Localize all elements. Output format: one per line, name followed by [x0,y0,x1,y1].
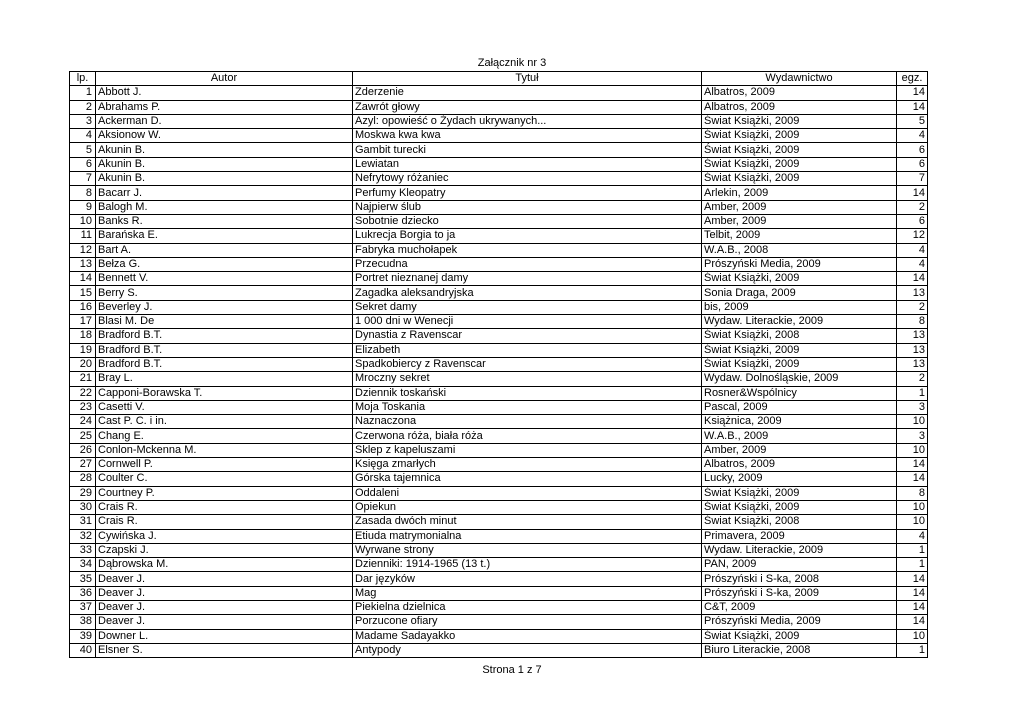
cell-egz: 10 [897,515,928,529]
cell-wydawnictwo: Świat Książki, 2009 [702,143,897,157]
cell-lp: 11 [70,229,96,243]
table-row [70,372,928,386]
cell-autor: Balogh M. [96,200,353,214]
table-row [70,243,928,257]
table-row [70,429,928,443]
table-row [70,315,928,329]
cell-wydawnictwo: Świat Książki, 2008 [702,329,897,343]
cell-autor: Dąbrowska M. [96,558,353,572]
cell-autor: Beverley J. [96,300,353,314]
table-body [70,86,928,658]
cell-egz: 10 [897,415,928,429]
cell-tytul: Naznaczona [353,415,702,429]
cell-tytul: Księga zmarłych [353,458,702,472]
cell-tytul: Sekret damy [353,300,702,314]
cell-egz: 14 [897,586,928,600]
cell-egz: 4 [897,129,928,143]
cell-wydawnictwo: Świat Książki, 2009 [702,129,897,143]
table-row [70,357,928,371]
cell-wydawnictwo: Prószyński i S-ka, 2009 [702,586,897,600]
cell-egz: 2 [897,372,928,386]
cell-egz: 3 [897,429,928,443]
table-row [70,558,928,572]
table-row [70,400,928,414]
cell-egz: 14 [897,572,928,586]
cell-tytul: Sobotnie dziecko [353,214,702,228]
page-footer: Strona 1 z 7 [482,664,542,676]
cell-lp: 2 [70,100,96,114]
cell-egz: 1 [897,386,928,400]
cell-autor: Cast P. C. i in. [96,415,353,429]
cell-lp: 21 [70,372,96,386]
cell-wydawnictwo: Primavera, 2009 [702,529,897,543]
cell-autor: Conlon-Mckenna M. [96,443,353,457]
cell-tytul: Najpierw ślub [353,200,702,214]
cell-egz: 2 [897,200,928,214]
column-header-autor: Autor [96,72,353,86]
cell-autor: Downer L. [96,629,353,643]
table-row [70,343,928,357]
table-row [70,629,928,643]
cell-autor: Bennett V. [96,272,353,286]
cell-wydawnictwo: Amber, 2009 [702,200,897,214]
cell-lp: 28 [70,472,96,486]
cell-lp: 10 [70,214,96,228]
cell-egz: 13 [897,286,928,300]
cell-lp: 16 [70,300,96,314]
cell-tytul: Mag [353,586,702,600]
table-row [70,143,928,157]
cell-egz: 4 [897,529,928,543]
cell-lp: 19 [70,343,96,357]
cell-autor: Bart A. [96,243,353,257]
table-row [70,386,928,400]
table-row [70,443,928,457]
cell-tytul: Zawrót głowy [353,100,702,114]
cell-lp: 33 [70,543,96,557]
table-row [70,543,928,557]
cell-egz: 14 [897,272,928,286]
cell-wydawnictwo: Wydaw. Literackie, 2009 [702,315,897,329]
cell-tytul: Azyl: opowieść o Żydach ukrywanych... [353,114,702,128]
cell-autor: Crais R. [96,500,353,514]
cell-wydawnictwo: Albatros, 2009 [702,100,897,114]
cell-lp: 25 [70,429,96,443]
cell-lp: 15 [70,286,96,300]
table-row [70,472,928,486]
cell-lp: 8 [70,186,96,200]
cell-lp: 26 [70,443,96,457]
cell-egz: 4 [897,243,928,257]
cell-egz: 13 [897,329,928,343]
table-row [70,300,928,314]
cell-egz: 7 [897,172,928,186]
cell-wydawnictwo: Świat Książki, 2009 [702,114,897,128]
cell-autor: Akunin B. [96,157,353,171]
cell-wydawnictwo: Prószyński Media, 2009 [702,615,897,629]
cell-lp: 39 [70,629,96,643]
cell-tytul: Czerwona róża, biała róża [353,429,702,443]
cell-autor: Deaver J. [96,586,353,600]
cell-tytul: Sklep z kapeluszami [353,443,702,457]
cell-wydawnictwo: Świat Książki, 2009 [702,172,897,186]
table-row [70,458,928,472]
table-row [70,615,928,629]
cell-tytul: 1 000 dni w Wenecji [353,315,702,329]
cell-wydawnictwo: Świat Książki, 2009 [702,272,897,286]
cell-autor: Bełza G. [96,257,353,271]
cell-autor: Casetti V. [96,400,353,414]
cell-wydawnictwo: Świat Książki, 2009 [702,157,897,171]
cell-egz: 6 [897,143,928,157]
cell-wydawnictwo: Rosner&Wspólnicy [702,386,897,400]
cell-tytul: Opiekun [353,500,702,514]
cell-wydawnictwo: Prószyński i S-ka, 2008 [702,572,897,586]
cell-egz: 8 [897,486,928,500]
cell-egz: 10 [897,443,928,457]
table-row [70,86,928,100]
table-header-row [70,72,928,86]
cell-tytul: Oddaleni [353,486,702,500]
cell-lp: 18 [70,329,96,343]
cell-egz: 1 [897,558,928,572]
column-header-lp: lp. [70,72,96,86]
table-row [70,186,928,200]
cell-egz: 1 [897,543,928,557]
cell-autor: Coulter C. [96,472,353,486]
cell-autor: Barańska E. [96,229,353,243]
cell-tytul: Dar języków [353,572,702,586]
cell-egz: 6 [897,214,928,228]
cell-wydawnictwo: Świat Książki, 2009 [702,500,897,514]
cell-autor: Capponi-Borawska T. [96,386,353,400]
cell-wydawnictwo: Lucky, 2009 [702,472,897,486]
cell-tytul: Zasada dwóch minut [353,515,702,529]
cell-tytul: Mroczny sekret [353,372,702,386]
cell-tytul: Zagadka aleksandryjska [353,286,702,300]
cell-wydawnictwo: Albatros, 2009 [702,458,897,472]
cell-egz: 4 [897,257,928,271]
cell-autor: Courtney P. [96,486,353,500]
cell-tytul: Lukrecja Borgia to ja [353,229,702,243]
cell-tytul: Porzucone ofiary [353,615,702,629]
cell-egz: 13 [897,343,928,357]
cell-egz: 14 [897,86,928,100]
cell-tytul: Dynastia z Ravenscar [353,329,702,343]
cell-lp: 12 [70,243,96,257]
cell-wydawnictwo: Świat Książki, 2009 [702,343,897,357]
cell-lp: 7 [70,172,96,186]
cell-autor: Deaver J. [96,600,353,614]
cell-lp: 36 [70,586,96,600]
cell-lp: 3 [70,114,96,128]
cell-lp: 23 [70,400,96,414]
cell-tytul: Gambit turecki [353,143,702,157]
cell-tytul: Lewiatan [353,157,702,171]
cell-wydawnictwo: bis, 2009 [702,300,897,314]
cell-lp: 32 [70,529,96,543]
cell-wydawnictwo: Telbit, 2009 [702,229,897,243]
table-row [70,214,928,228]
cell-lp: 5 [70,143,96,157]
cell-wydawnictwo: Arlekin, 2009 [702,186,897,200]
column-header-egz: egz. [897,72,928,86]
cell-tytul: Spadkobiercy z Ravenscar [353,357,702,371]
cell-lp: 31 [70,515,96,529]
cell-wydawnictwo: W.A.B., 2009 [702,429,897,443]
table-row [70,329,928,343]
table-row [70,172,928,186]
cell-autor: Abrahams P. [96,100,353,114]
table-row [70,229,928,243]
cell-autor: Cywińska J. [96,529,353,543]
column-header-tytul: Tytuł [353,72,702,86]
cell-tytul: Wyrwane strony [353,543,702,557]
table-row [70,100,928,114]
cell-lp: 22 [70,386,96,400]
table-row [70,515,928,529]
cell-autor: Elsner S. [96,643,353,657]
cell-autor: Chang E. [96,429,353,443]
table-row [70,157,928,171]
cell-lp: 40 [70,643,96,657]
cell-egz: 3 [897,400,928,414]
cell-autor: Bray L. [96,372,353,386]
table-row [70,586,928,600]
table-row [70,415,928,429]
cell-egz: 14 [897,458,928,472]
cell-egz: 14 [897,472,928,486]
cell-lp: 1 [70,86,96,100]
cell-tytul: Piekielna dzielnica [353,600,702,614]
cell-egz: 13 [897,357,928,371]
cell-egz: 14 [897,100,928,114]
cell-tytul: Moja Toskania [353,400,702,414]
cell-wydawnictwo: Sonia Draga, 2009 [702,286,897,300]
cell-wydawnictwo: Prószyński Media, 2009 [702,257,897,271]
cell-wydawnictwo: Amber, 2009 [702,443,897,457]
cell-lp: 29 [70,486,96,500]
column-header-wydawnictwo: Wydawnictwo [702,72,897,86]
table-row [70,486,928,500]
cell-lp: 27 [70,458,96,472]
cell-lp: 38 [70,615,96,629]
cell-autor: Aksionow W. [96,129,353,143]
table-row [70,529,928,543]
table-row [70,272,928,286]
cell-tytul: Antypody [353,643,702,657]
cell-autor: Akunin B. [96,172,353,186]
cell-tytul: Dzienniki: 1914-1965 (13 t.) [353,558,702,572]
cell-autor: Bradford B.T. [96,357,353,371]
cell-autor: Bradford B.T. [96,343,353,357]
cell-wydawnictwo: Świat Książki, 2008 [702,515,897,529]
cell-lp: 24 [70,415,96,429]
cell-egz: 5 [897,114,928,128]
table-row [70,114,928,128]
cell-tytul: Madame Sadayakko [353,629,702,643]
cell-egz: 10 [897,500,928,514]
cell-tytul: Elizabeth [353,343,702,357]
cell-autor: Deaver J. [96,572,353,586]
cell-lp: 30 [70,500,96,514]
cell-autor: Ackerman D. [96,114,353,128]
cell-egz: 10 [897,629,928,643]
cell-tytul: Przecudna [353,257,702,271]
cell-egz: 2 [897,300,928,314]
table-row [70,257,928,271]
table-row [70,286,928,300]
cell-lp: 4 [70,129,96,143]
cell-wydawnictwo: Książnica, 2009 [702,415,897,429]
table-row [70,600,928,614]
cell-tytul: Perfumy Kleopatry [353,186,702,200]
cell-tytul: Zderzenie [353,86,702,100]
cell-autor: Banks R. [96,214,353,228]
cell-egz: 14 [897,615,928,629]
cell-autor: Cornwell P. [96,458,353,472]
cell-egz: 8 [897,315,928,329]
cell-tytul: Etiuda matrymonialna [353,529,702,543]
cell-lp: 14 [70,272,96,286]
cell-wydawnictwo: Albatros, 2009 [702,86,897,100]
cell-lp: 6 [70,157,96,171]
cell-tytul: Nefrytowy różaniec [353,172,702,186]
cell-wydawnictwo: Świat Książki, 2009 [702,357,897,371]
cell-egz: 14 [897,186,928,200]
cell-lp: 35 [70,572,96,586]
cell-wydawnictwo: Świat Książki, 2009 [702,629,897,643]
cell-tytul: Portret nieznanej damy [353,272,702,286]
table-row [70,643,928,657]
table-row [70,200,928,214]
cell-autor: Abbott J. [96,86,353,100]
cell-egz: 12 [897,229,928,243]
cell-lp: 20 [70,357,96,371]
cell-autor: Berry S. [96,286,353,300]
cell-autor: Blasi M. De [96,315,353,329]
cell-egz: 1 [897,643,928,657]
cell-wydawnictwo: W.A.B., 2008 [702,243,897,257]
cell-wydawnictwo: Amber, 2009 [702,214,897,228]
cell-wydawnictwo: Świat Książki, 2009 [702,486,897,500]
cell-wydawnictwo: PAN, 2009 [702,558,897,572]
cell-autor: Deaver J. [96,615,353,629]
cell-egz: 14 [897,600,928,614]
cell-autor: Akunin B. [96,143,353,157]
cell-lp: 17 [70,315,96,329]
cell-wydawnictwo: Biuro Literackie, 2008 [702,643,897,657]
cell-lp: 34 [70,558,96,572]
cell-tytul: Dziennik toskański [353,386,702,400]
table-row [70,500,928,514]
cell-tytul: Moskwa kwa kwa [353,129,702,143]
table-row [70,572,928,586]
table-row [70,129,928,143]
page-title: Załącznik nr 3 [477,57,547,69]
cell-wydawnictwo: Pascal, 2009 [702,400,897,414]
cell-tytul: Fabryka muchołapek [353,243,702,257]
cell-autor: Czapski J. [96,543,353,557]
cell-lp: 9 [70,200,96,214]
cell-lp: 13 [70,257,96,271]
cell-wydawnictwo: Wydaw. Literackie, 2009 [702,543,897,557]
cell-autor: Bradford B.T. [96,329,353,343]
cell-wydawnictwo: Wydaw. Dolnośląskie, 2009 [702,372,897,386]
cell-autor: Crais R. [96,515,353,529]
book-table [69,71,928,658]
cell-egz: 6 [897,157,928,171]
cell-autor: Bacarr J. [96,186,353,200]
cell-wydawnictwo: C&T, 2009 [702,600,897,614]
cell-tytul: Górska tajemnica [353,472,702,486]
cell-lp: 37 [70,600,96,614]
